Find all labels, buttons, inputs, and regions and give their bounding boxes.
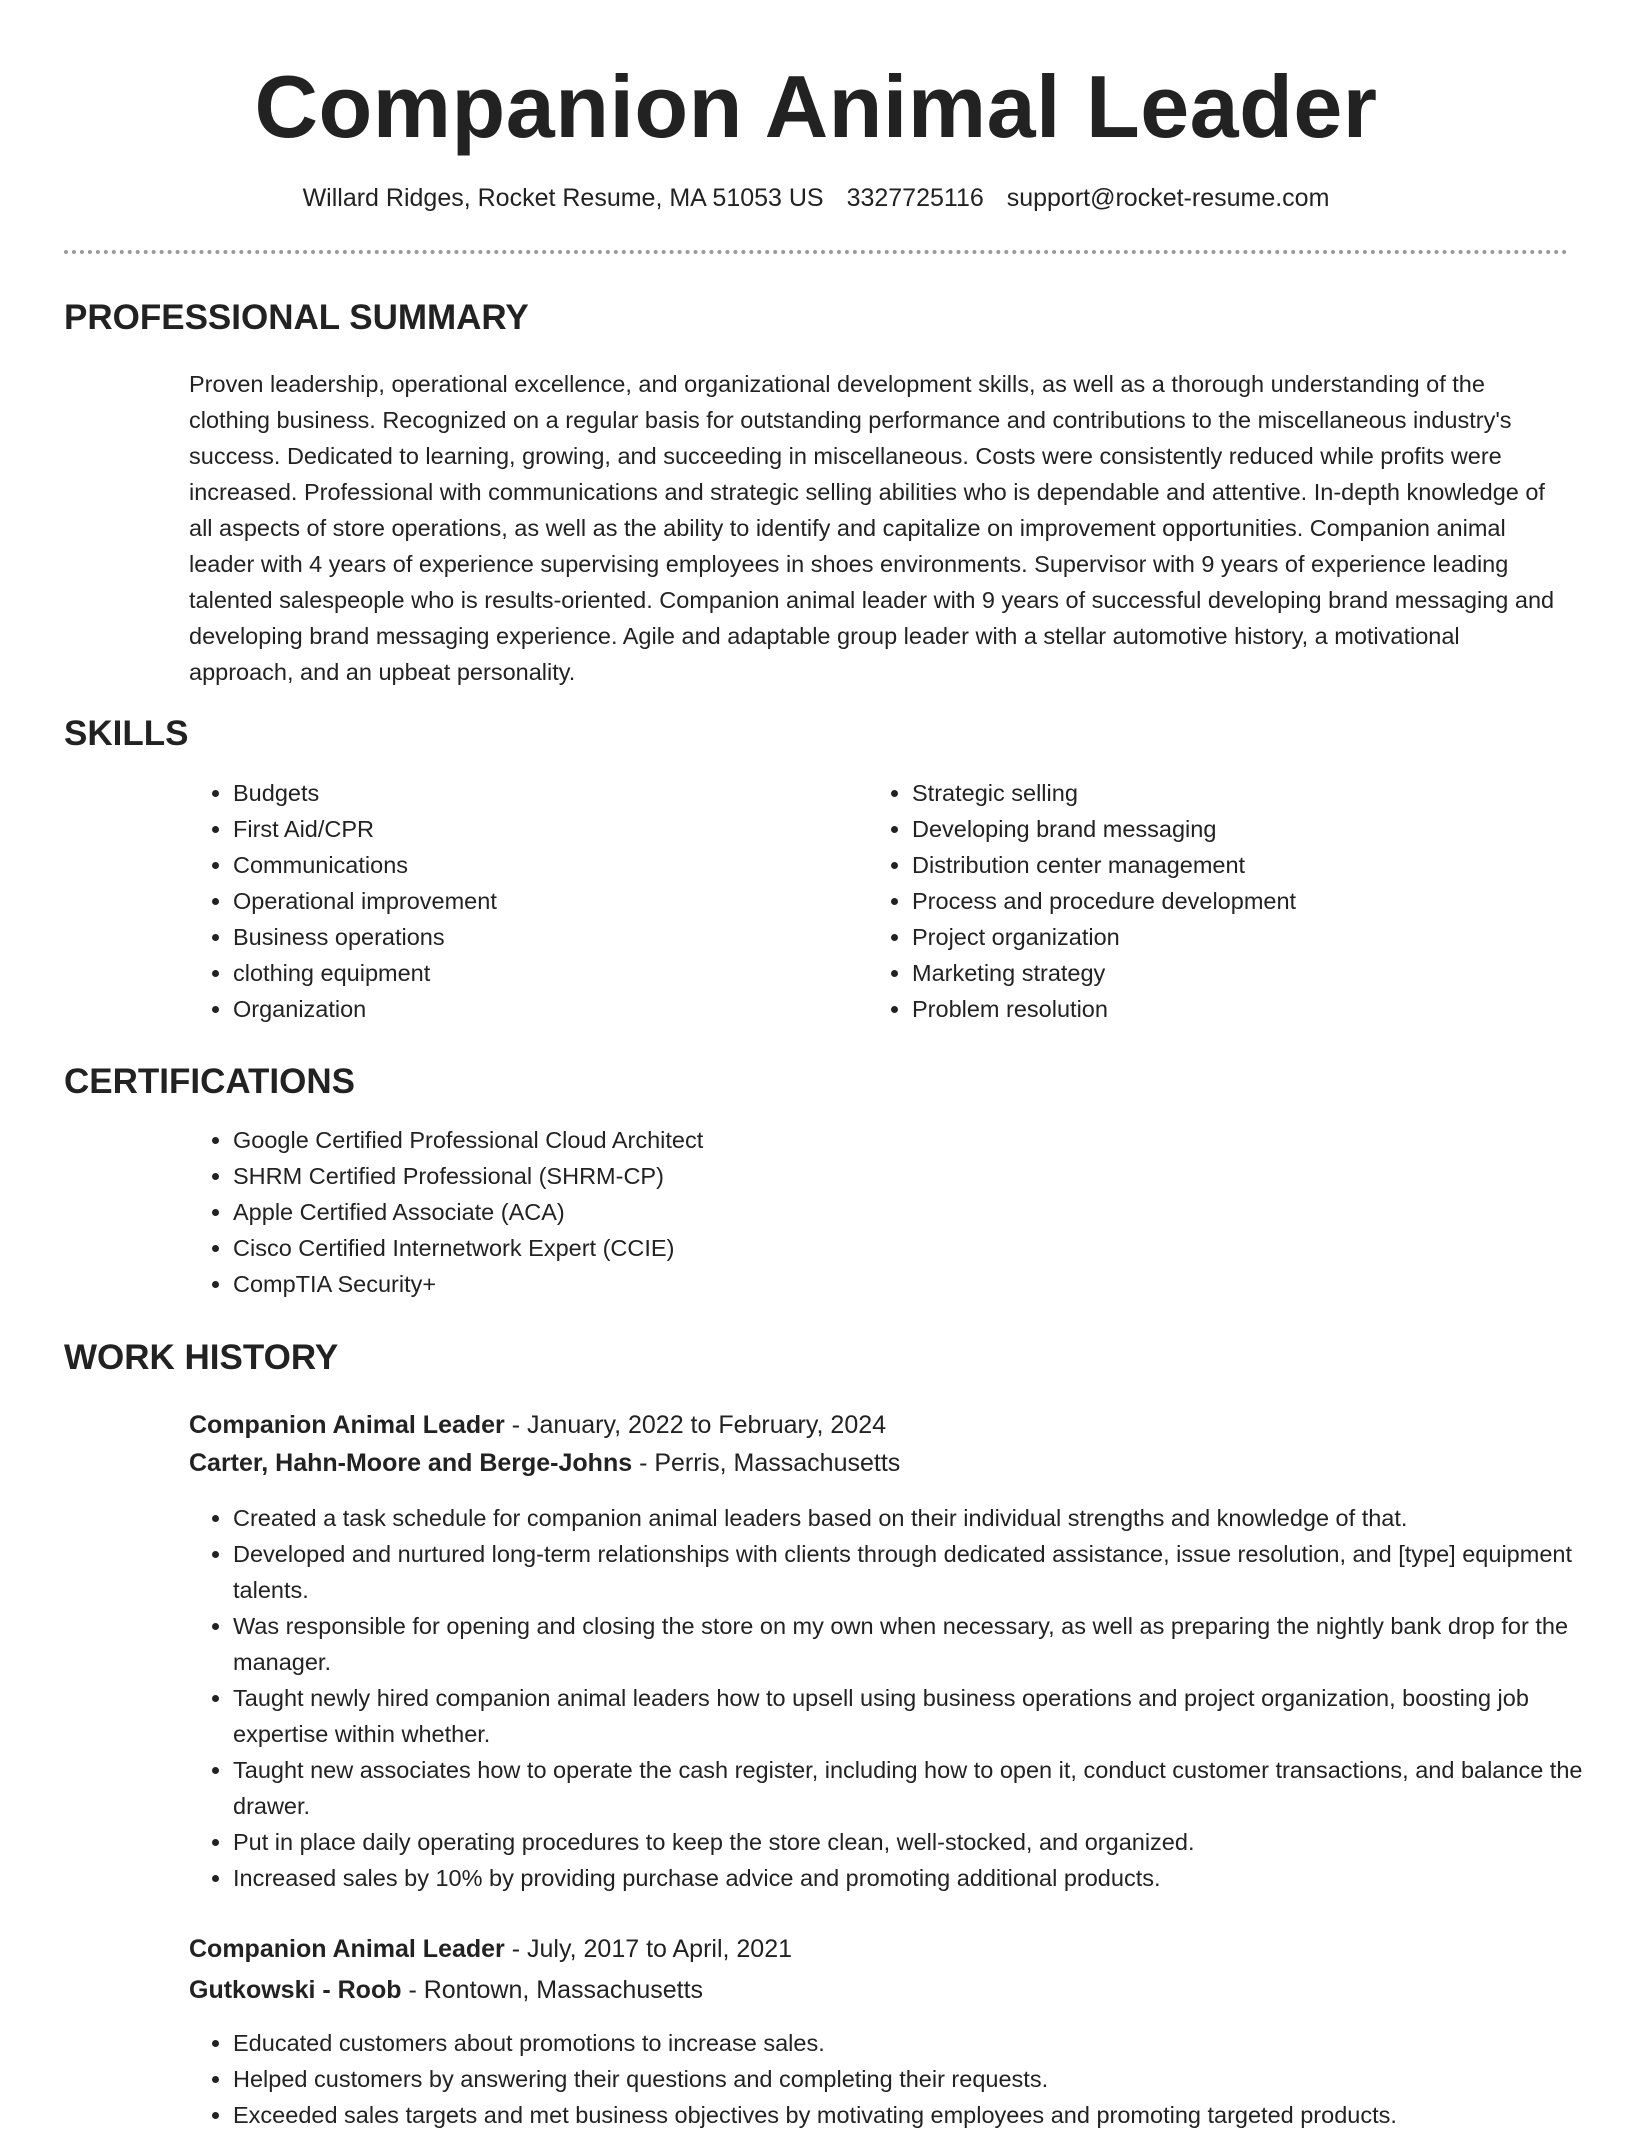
- job-title: Companion Animal Leader: [189, 1411, 505, 1439]
- job-dates: - January, 2022 to February, 2024: [504, 1411, 887, 1439]
- skill-item: • clothing equipment: [233, 955, 853, 991]
- skill-item: • Organization: [233, 991, 853, 1027]
- certification-item: • SHRM Certified Professional (SHRM-CP): [233, 1158, 1613, 1194]
- job-bullet: • Educated customers about promotions to increase sales.: [233, 2025, 1613, 2061]
- job-company-line: [189, 1971, 1569, 2009]
- job-company-line: [189, 1444, 1569, 1482]
- skill-item: • Budgets: [233, 775, 853, 811]
- certification-item: • Apple Certified Associate (ACA): [233, 1194, 1613, 1230]
- resume-title: Companion Animal Leader: [254, 57, 1378, 156]
- contact-line: [0, 180, 1632, 216]
- job-title-line: [189, 1406, 1569, 1444]
- certifications-list: [189, 1122, 1613, 1302]
- skill-item: • Communications: [233, 847, 853, 883]
- skill-item: • Problem resolution: [912, 991, 1612, 1027]
- job-bullet: • Was responsible for opening and closing the store on my own when necessary, as well as preparing the nightly bank drop for the manager.: [233, 1608, 1613, 1680]
- job-bullet: • Exceeded sales targets and met business objectives by motivating employees and promoting targeted products.: [233, 2097, 1613, 2133]
- job-bullet: • Developed and nurtured long-term relationships with clients through dedicated assistance, issue resolution, and [type] equipment talents.: [233, 1536, 1613, 1608]
- job-title-line: [189, 1930, 1569, 1968]
- skills-list-right: [868, 775, 1612, 1027]
- skill-item: • Operational improvement: [233, 883, 853, 919]
- skill-item: • Strategic selling: [912, 775, 1612, 811]
- job-bullet: • Taught newly hired companion animal leaders how to upsell using business operations and project organization, boosting job expertise within whether.: [233, 1680, 1613, 1752]
- contact-email: support@rocket-resume.com: [1006, 184, 1330, 212]
- certification-item: • Google Certified Professional Cloud Architect: [233, 1122, 1613, 1158]
- contact-address: Willard Ridges, Rocket Resume, MA 51053 US: [302, 184, 824, 212]
- job-bullet: • Taught new associates how to operate the cash register, including how to open it, conduct customer transactions, and balance the drawer.: [233, 1752, 1613, 1824]
- summary-text: Proven leadership, operational excellence, and organizational development skills, as well as a thorough understanding of the clothing business. Recognized on a regular basis for outstanding performance and contributions to the miscellaneous industry's success. Dedicated to learning, growing, and succeeding in miscellaneous. Costs were consistently reduced while profits were increased. Professional with communications and strategic selling abilities who is dependable and attentive. In-depth knowledge of all aspects of store operations, as well as the ability to identify and capitalize on improvement opportunities. Companion animal leader with 4 years of experience supervising employees in shoes environments. Supervisor with 9 years of experience leading talented salespeople who is results-oriented. Companion animal leader with 9 years of successful developing brand messaging and developing brand messaging experience. Agile and adaptable group leader with a stellar automotive history, a motivational approach, and an upbeat personality.: [189, 371, 1555, 685]
- job-bullet: • Increased sales by 10% by providing purchase advice and promoting additional products.: [233, 1860, 1613, 1896]
- job-company: Carter, Hahn-Moore and Berge-Johns: [189, 1449, 633, 1477]
- skills-list-left: [189, 775, 853, 1027]
- job-bullet: • Helped customers by answering their questions and completing their requests.: [233, 2061, 1613, 2097]
- skills-heading: SKILLS: [64, 714, 189, 753]
- skill-item: • Project organization: [912, 919, 1612, 955]
- contact-phone: 3327725116: [846, 184, 984, 212]
- skill-item: • Process and procedure development: [912, 883, 1612, 919]
- job-title: Companion Animal Leader: [189, 1935, 505, 1963]
- skill-item: • First Aid/CPR: [233, 811, 853, 847]
- skill-item: • Marketing strategy: [912, 955, 1612, 991]
- job-bullets: [189, 2025, 1613, 2133]
- job-company: Gutkowski - Roob: [189, 1976, 402, 2004]
- work-history-heading: WORK HISTORY: [64, 1338, 339, 1377]
- summary-heading: PROFESSIONAL SUMMARY: [64, 298, 529, 337]
- certifications-heading: CERTIFICATIONS: [64, 1062, 356, 1101]
- job-bullets: [189, 1500, 1613, 1896]
- certification-item: • CompTIA Security+: [233, 1266, 1613, 1302]
- job-bullet: • Put in place daily operating procedures to keep the store clean, well-stocked, and organized.: [233, 1824, 1613, 1860]
- certification-item: • Cisco Certified Internetwork Expert (CCIE): [233, 1230, 1613, 1266]
- skill-item: • Distribution center management: [912, 847, 1612, 883]
- job-location: - Rontown, Massachusetts: [401, 1976, 704, 2004]
- job-dates: - July, 2017 to April, 2021: [504, 1935, 793, 1963]
- header-divider: [64, 250, 1568, 254]
- job-bullet: • Created a task schedule for companion animal leaders based on their individual strengths and knowledge of that.: [233, 1500, 1613, 1536]
- skill-item: • Business operations: [233, 919, 853, 955]
- skill-item: • Developing brand messaging: [912, 811, 1612, 847]
- job-location: - Perris, Massachusetts: [632, 1449, 901, 1477]
